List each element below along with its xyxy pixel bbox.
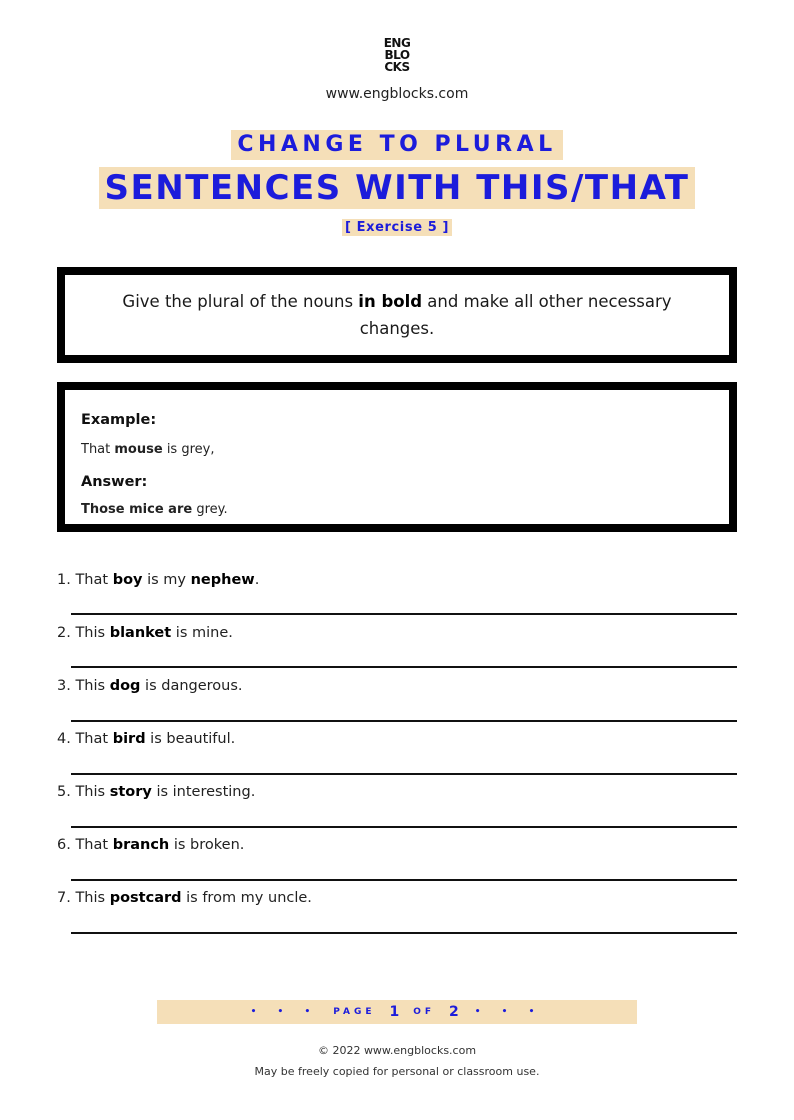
of-word: OF (413, 1007, 436, 1017)
logo-line-2: BLO (384, 48, 410, 62)
example-sentence: That mouse is grey, (81, 442, 215, 457)
question-1: 1. That boy is my nephew. (57, 572, 260, 588)
answer-line-6[interactable] (71, 879, 737, 881)
logo-line-3: CKS (384, 60, 410, 74)
question-5: 5. This story is interesting. (57, 784, 256, 800)
engblocks-logo (0, 37, 794, 73)
question-7: 7. This postcard is from my uncle. (57, 890, 312, 906)
total-pages: 2 (449, 1004, 459, 1020)
answer-line-4[interactable] (71, 773, 737, 775)
logo-line-1: ENG (383, 36, 411, 50)
page-indicator (157, 1000, 637, 1024)
pagination-dots-right: • • • (474, 1007, 544, 1017)
answer-label: Answer: (81, 474, 148, 490)
pagination-dots-left: • • • (250, 1007, 320, 1017)
license-note: May be freely copied for personal or classroom use. (254, 1065, 540, 1078)
question-3: 3. This dog is dangerous. (57, 678, 243, 694)
site-url[interactable]: www.engblocks.com (325, 86, 469, 102)
answer-line-5[interactable] (71, 826, 737, 828)
copyright: © 2022 www.engblocks.com (317, 1044, 477, 1057)
answer-line-1[interactable] (71, 613, 737, 615)
example-label: Example: (81, 412, 157, 428)
worksheet-title: SENTENCES WITH THIS/THAT (99, 167, 696, 209)
worksheet-kicker: CHANGE TO PLURAL (231, 130, 562, 160)
current-page: 1 (389, 1004, 400, 1020)
question-2: 2. This blanket is mine. (57, 625, 233, 641)
instruction-text: Give the plural of the nouns in bold and make all other necessary changes. (122, 292, 672, 338)
answer-line-2[interactable] (71, 666, 737, 668)
question-4: 4. That bird is beautiful. (57, 731, 236, 747)
question-6: 6. That branch is broken. (57, 837, 245, 853)
page-word: PAGE (333, 1007, 376, 1017)
exercise-label: [ Exercise 5 ] (342, 219, 452, 236)
example-box (57, 382, 737, 532)
answer-line-7[interactable] (71, 932, 737, 934)
answer-sentence: Those mice are grey. (81, 502, 228, 517)
instruction-box (57, 267, 737, 363)
answer-line-3[interactable] (71, 720, 737, 722)
